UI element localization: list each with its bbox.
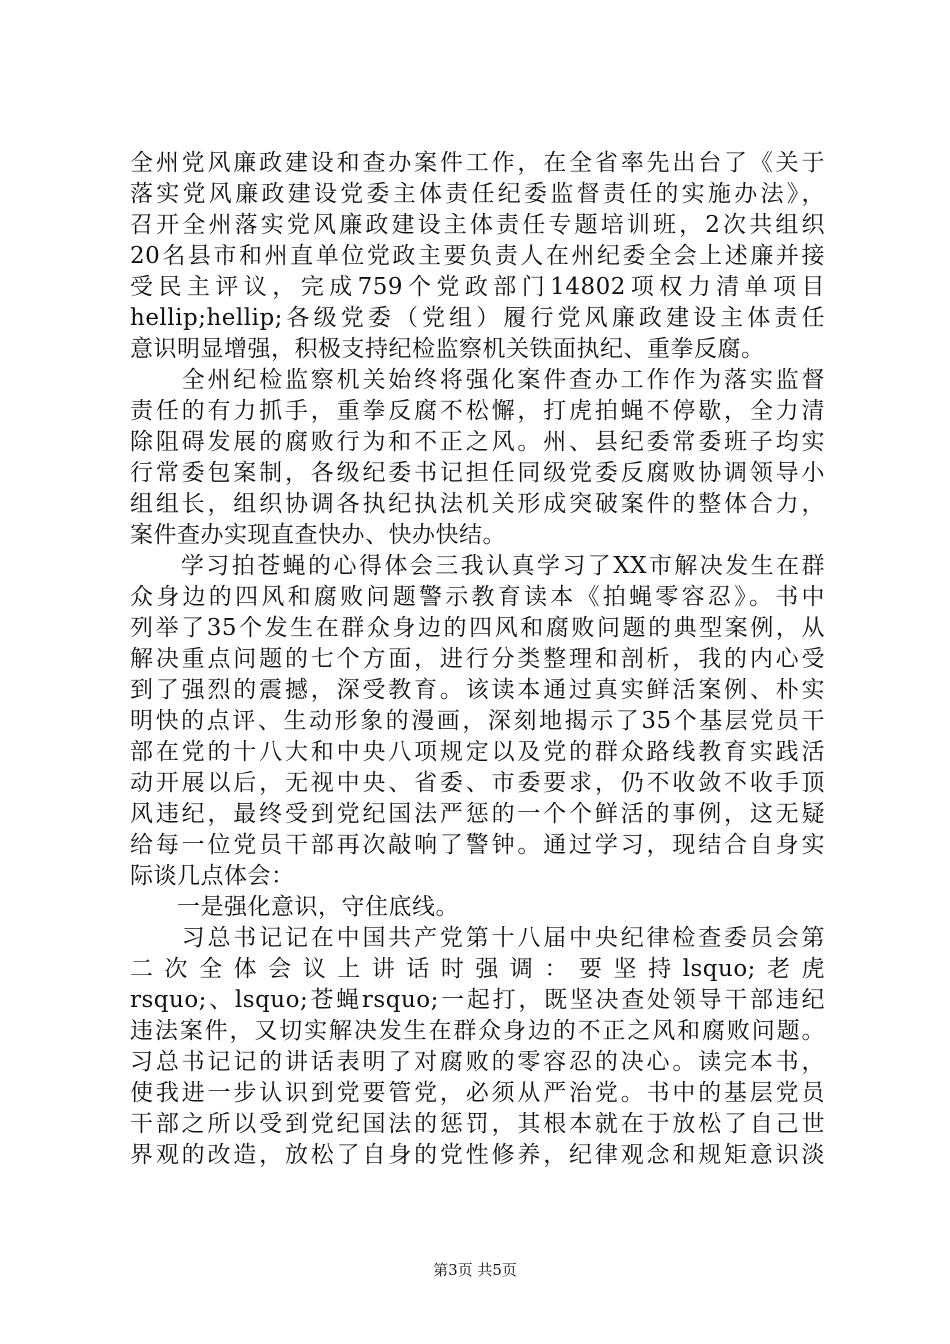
paragraph-3	[130, 551, 825, 892]
text-line: 案件查办实现直查快办、快办快结。	[130, 522, 506, 548]
text-line: 20名县市和州直单位党政主要负责人在州纪委全会上述廉并接	[130, 243, 825, 269]
text-line: 受民主评议，完成759个党政部门14802项权力清单项目	[130, 274, 825, 300]
text-line: 习总书记记的讲话表明了对腐败的零容忍的决心。读完本书，	[130, 1049, 825, 1075]
text-line: 落实党风廉政建设党委主体责任纪委监督责任的实施办法》，	[130, 181, 825, 207]
text-line: 使我进一步认识到党要管党，必须从严治党。书中的基层党员	[130, 1080, 825, 1106]
text-line: 干部之所以受到党纪国法的惩罚，其根本就在于放松了自己世	[130, 1111, 825, 1137]
document-body	[130, 148, 825, 1171]
text-line: 意识明显增强，积极支持纪检监察机关铁面执纪、重拳反腐。	[130, 336, 765, 362]
paragraph-1	[130, 148, 825, 365]
text-line: 到了强烈的震撼，深受教育。该读本通过真实鲜活案例、朴实	[130, 677, 825, 703]
text-line: 解决重点问题的七个方面，进行分类整理和剖析，我的内心受	[130, 646, 825, 672]
text-line: 风违纪，最终受到党纪国法严惩的一个个鲜活的事例，这无疑	[130, 801, 825, 827]
text-line: 部在党的十八大和中央八项规定以及党的群众路线教育实践活	[130, 739, 825, 765]
text-line: 除阻碍发展的腐败行为和不正之风。州、县纪委常委班子均实	[130, 429, 825, 455]
section-heading	[130, 892, 825, 923]
text-line: 习总书记记在中国共产党第十八届中央纪律检查委员会第	[130, 925, 825, 951]
paragraph-2	[130, 365, 825, 551]
text-line: 动开展以后，无视中央、省委、市委要求，仍不收敛不收手顶	[130, 770, 825, 796]
text-line: rsquo;、lsquo;苍蝇rsquo;一起打，既坚决查处领导干部违纪	[130, 987, 825, 1013]
page-footer	[0, 1260, 950, 1280]
text-line: 全州党风廉政建设和查办案件工作，在全省率先出台了《关于	[130, 150, 825, 176]
text-line: 给每一位党员干部再次敲响了警钟。通过学习，现结合自身实	[130, 832, 825, 858]
text-line: 组组长，组织协调各执纪执法机关形成突破案件的整体合力，	[130, 491, 825, 517]
text-line: 违法案件，又切实解决发生在群众身边的不正之风和腐败问题。	[130, 1018, 825, 1044]
text-line: hellip;hellip;各级党委（党组）履行党风廉政建设主体责任	[130, 305, 825, 331]
text-line: 一是强化意识，守住底线。	[130, 894, 459, 920]
text-line: 界观的改造，放松了自身的党性修养，纪律观念和规矩意识淡	[130, 1142, 825, 1168]
text-line: 行常委包案制，各级纪委书记担任同级党委反腐败协调领导小	[130, 460, 825, 486]
text-line: 列举了35个发生在群众身边的四风和腐败问题的典型案例，从	[130, 615, 825, 641]
text-line: 二次全体会议上讲话时强调：要坚持lsquo;老虎	[130, 956, 825, 982]
text-line: 际谈几点体会：	[130, 863, 295, 889]
text-line: 责任的有力抓手，重拳反腐不松懈，打虎拍蝇不停歇，全力清	[130, 398, 825, 424]
text-line: 全州纪检监察机关始终将强化案件查办工作作为落实监督	[130, 367, 825, 393]
text-line: 明快的点评、生动形象的漫画，深刻地揭示了35个基层党员干	[130, 708, 825, 734]
paragraph-4	[130, 923, 825, 1171]
text-line: 召开全州落实党风廉政建设主体责任专题培训班，2次共组织	[130, 212, 825, 238]
text-line: 众身边的四风和腐败问题警示教育读本《拍蝇零容忍》。书中	[130, 584, 825, 610]
page-number: 第3页 共5页	[433, 1261, 517, 1279]
text-line: 学习拍苍蝇的心得体会三我认真学习了XX市解决发生在群	[130, 553, 825, 579]
